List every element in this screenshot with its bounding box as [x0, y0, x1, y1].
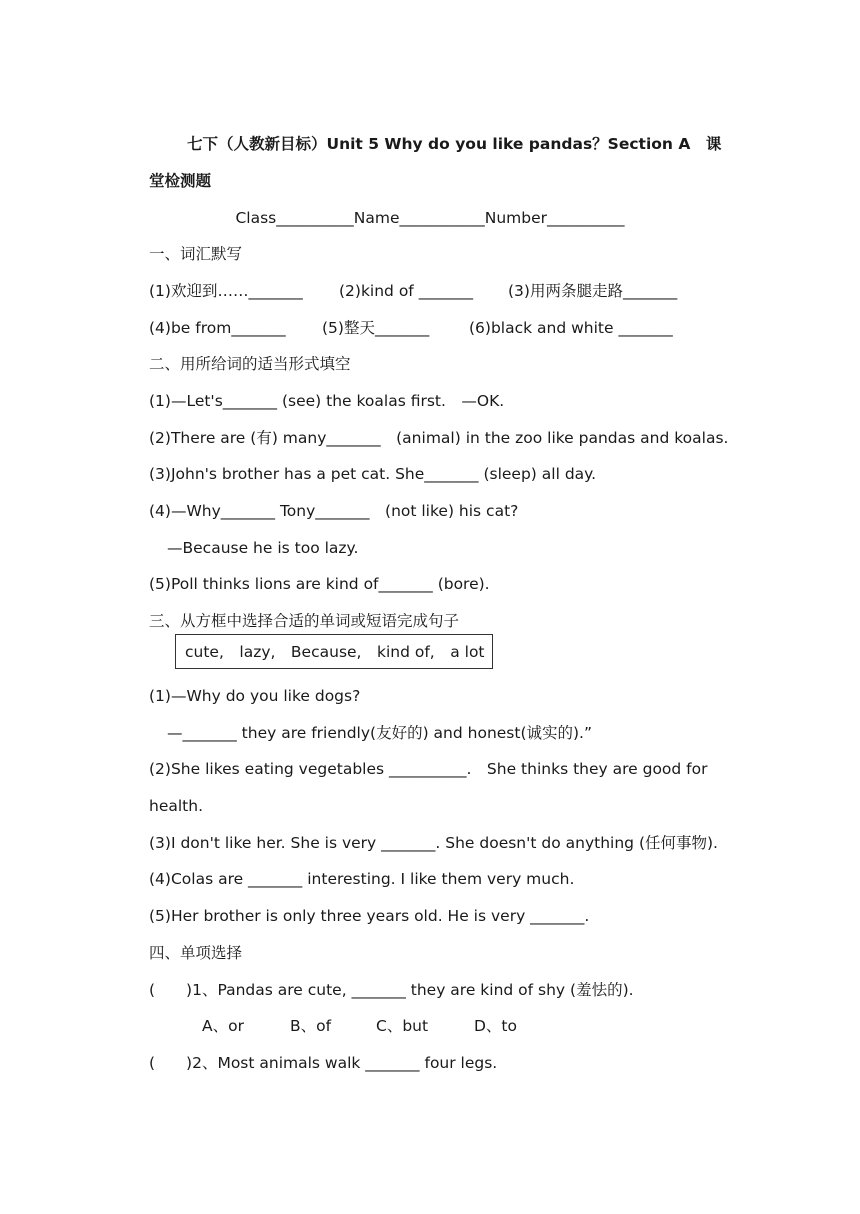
vocab-item: (1)欢迎到……_______	[149, 282, 303, 300]
fill-item: (2)There are (有) many_______ (animal) in the zoo like pandas and koalas.	[149, 429, 729, 447]
fill-item: (1)—Let's_______ (see) the koalas first. —OK.	[149, 392, 505, 410]
mc-question-1: ( )1、Pandas are cute, _______ they are kind of shy (羞怯的).	[149, 981, 634, 999]
fill-item: (4)—Why_______ Tony_______ (not like) his cat?	[149, 502, 519, 520]
word-bank-text: cute, lazy, Because, kind of, a lot	[185, 643, 485, 661]
section1-heading: 一、词汇默写	[149, 245, 243, 263]
sentence-item: (1)—Why do you like dogs?	[149, 687, 361, 705]
sentence-item-text: (2)She likes eating vegetables __________. She thinks they are good for	[149, 760, 708, 778]
vocab-item: (3)用两条腿走路_______	[508, 282, 678, 300]
mc-option-a[interactable]: A、or	[202, 1017, 244, 1035]
student-info-line: Class__________Name___________Number__________	[235, 209, 625, 227]
fill-item: (5)Poll thinks lions are kind of_______ (bore).	[149, 575, 490, 593]
mc-question-2: ( )2、Most animals walk _______ four legs.	[149, 1054, 498, 1072]
vocab-item: (2)kind of _______	[339, 282, 473, 300]
word-bank-box	[175, 634, 493, 669]
page-title-line-2: 堂检测题	[149, 172, 212, 190]
sentence-item: (4)Colas are _______ interesting. I like them very much.	[149, 870, 575, 888]
section1-row-2	[149, 317, 709, 339]
mc-option-c[interactable]: C、but	[376, 1017, 429, 1035]
mc-option-d[interactable]: D、to	[474, 1017, 517, 1035]
section3-heading: 三、从方框中选择合适的单词或短语完成句子	[149, 612, 460, 630]
vocab-item: (6)black and white _______	[469, 319, 673, 337]
fill-item-answer: —Because he is too lazy.	[167, 539, 359, 557]
section4-heading: 四、单项选择	[149, 944, 243, 962]
vocab-item: (5)整天_______	[322, 319, 430, 337]
vocab-item: (4)be from_______	[149, 319, 286, 337]
fill-item: (3)John's brother has a pet cat. She_______ (sleep) all day.	[149, 465, 597, 483]
section1-row-1	[149, 280, 709, 302]
section2-heading: 二、用所给词的适当形式填空	[149, 355, 351, 373]
mc-option-b[interactable]: B、of	[290, 1017, 332, 1035]
sentence-item	[149, 758, 710, 780]
sentence-item-answer: —_______ they are friendly(友好的) and honest(诚实的).”	[167, 724, 593, 742]
sentence-item: (3)I don't like her. She is very _______. She doesn't do anything (任何事物).	[149, 834, 718, 852]
sentence-item: (5)Her brother is only three years old. He is very _______.	[149, 907, 590, 925]
sentence-item-continued: health.	[149, 797, 203, 815]
page-title-line-1: 七下（人教新目标）Unit 5 Why do you like pandas？Section A 课	[187, 135, 722, 153]
mc-options-1	[149, 1015, 549, 1037]
